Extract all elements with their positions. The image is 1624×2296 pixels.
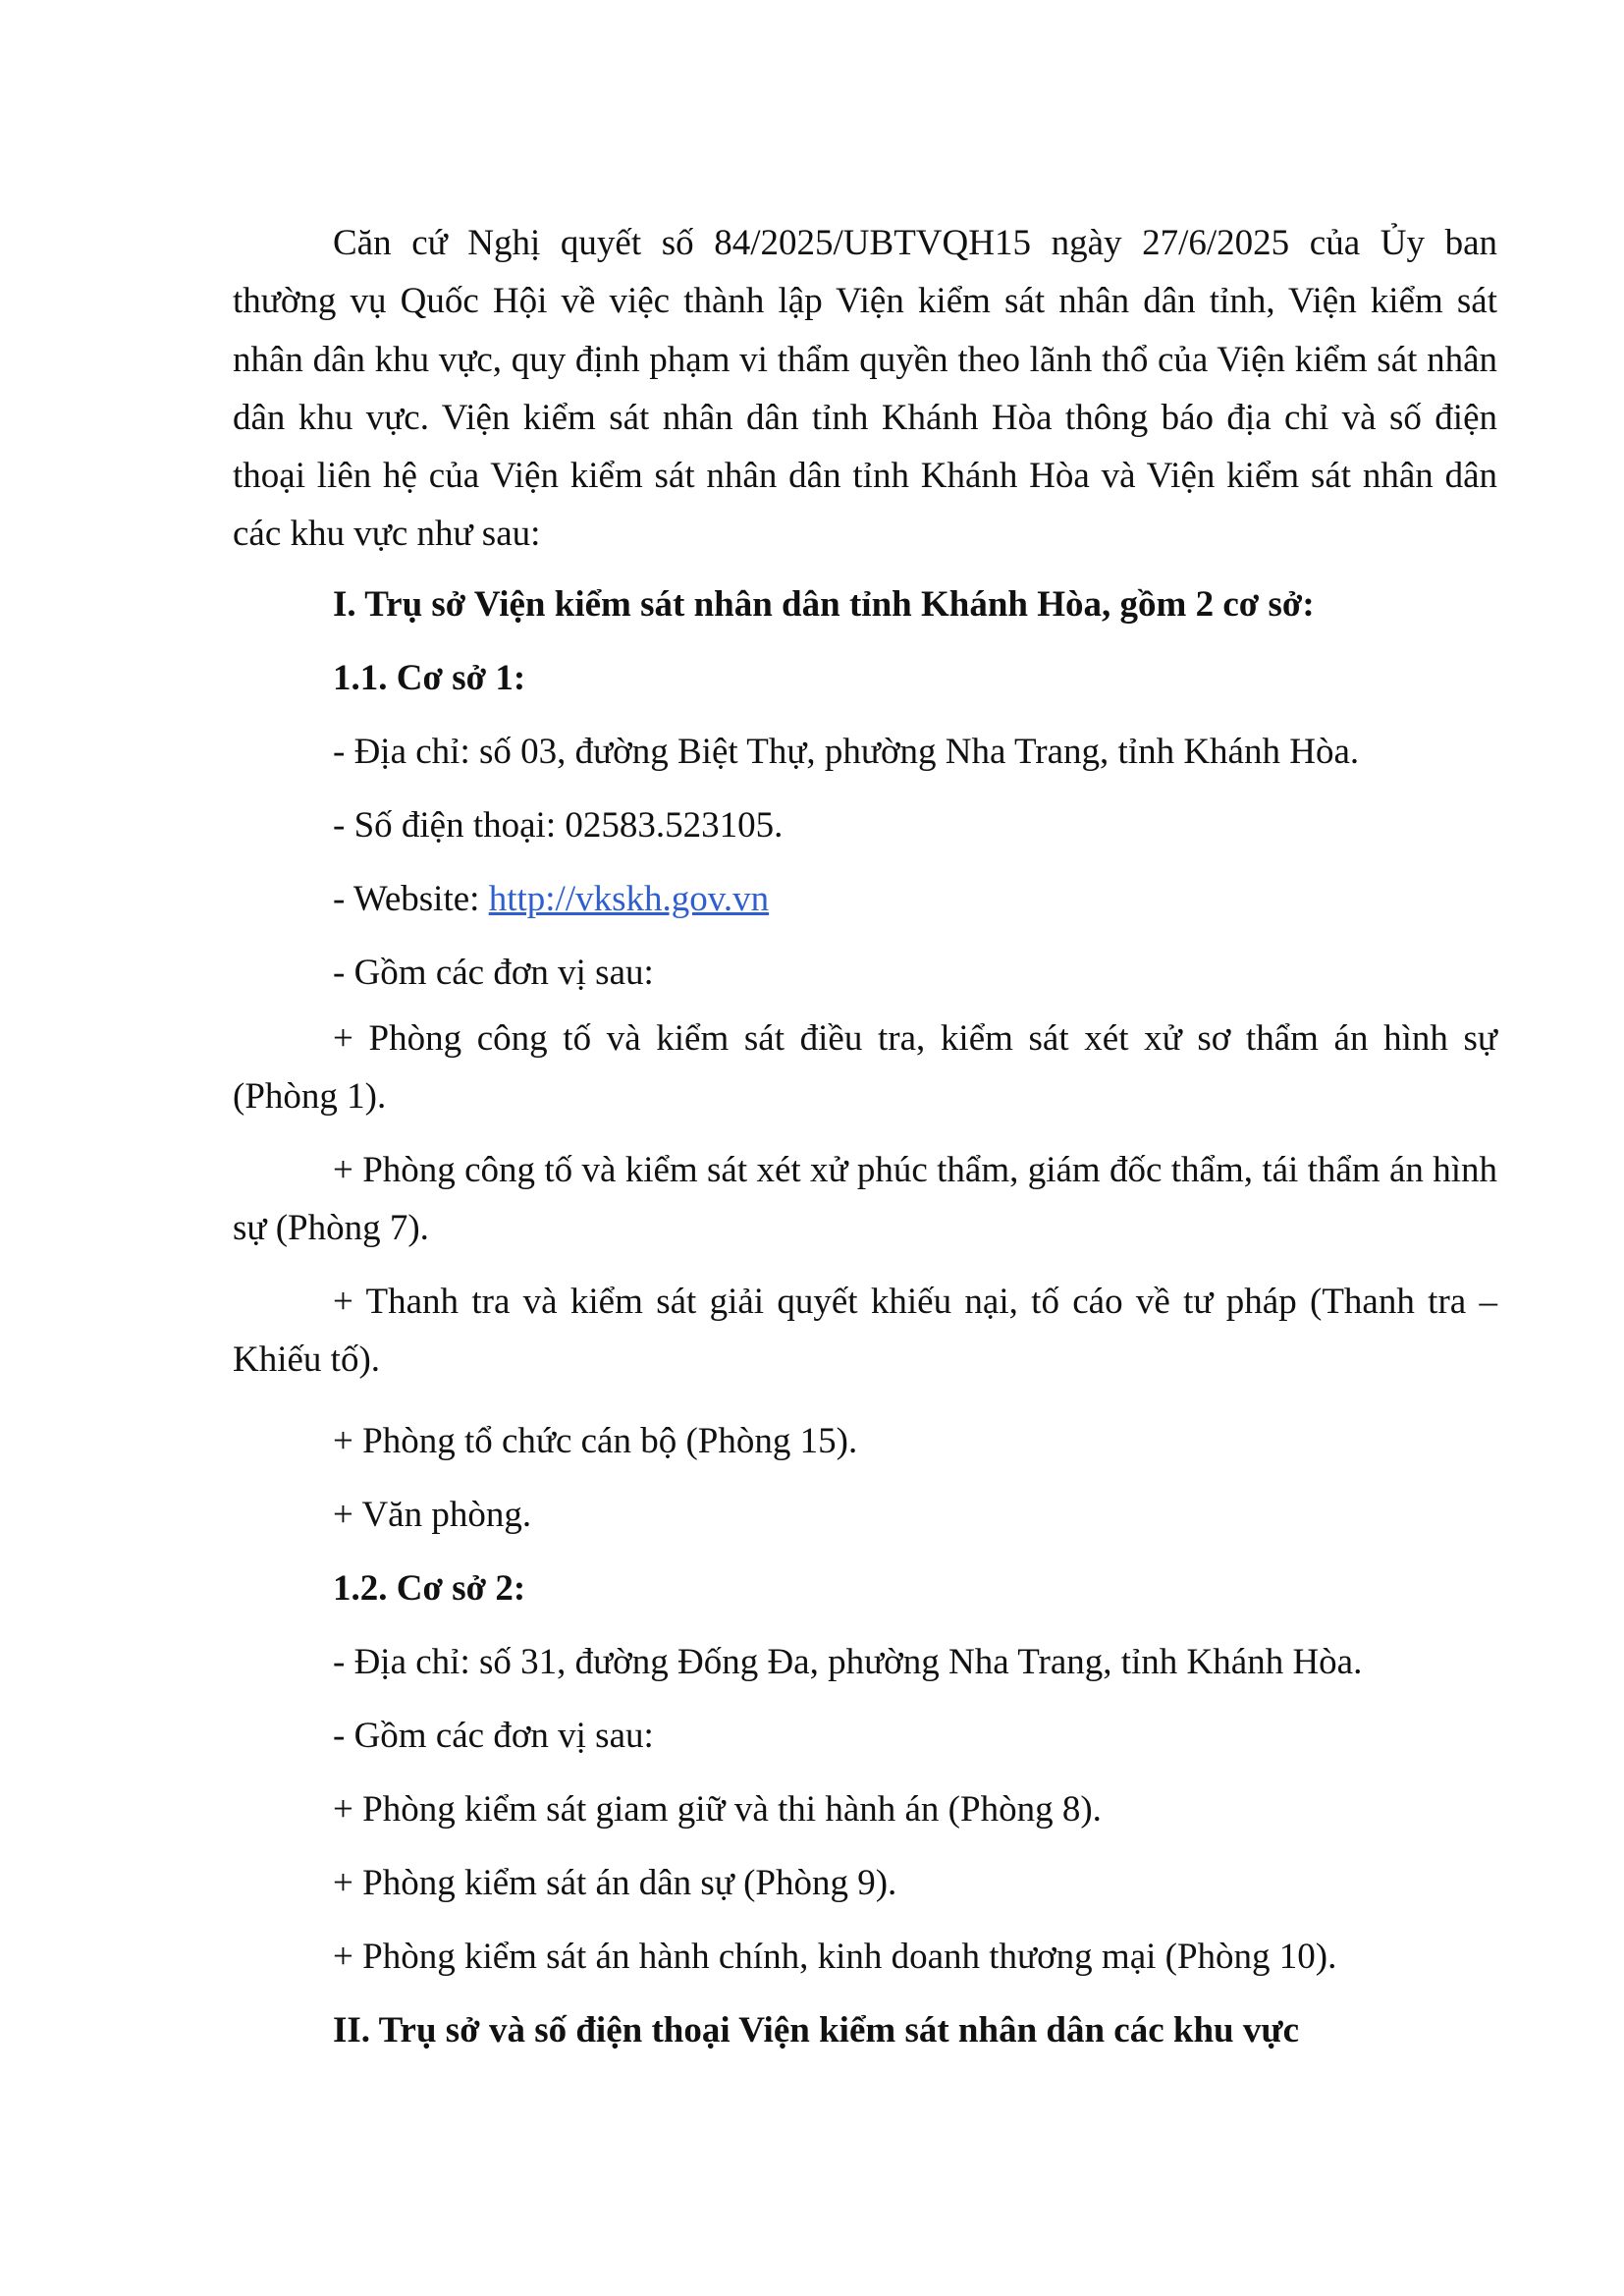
site-1-unit: + Thanh tra và kiểm sát giải quyết khiếu nại, tố cáo về tư pháp (Thanh tra – Khiếu tố).: [233, 1281, 1497, 1381]
section-2-heading: II. Trụ sở và số điện thoại Viện kiểm sát nhân dân các khu vực: [333, 2009, 1300, 2050]
site-1-heading: 1.1. Cơ sở 1:: [333, 657, 526, 698]
site-2-units-label: - Gồm các đơn vị sau:: [333, 1715, 654, 1756]
site-2-heading: 1.2. Cơ sở 2:: [333, 1567, 526, 1609]
site-1-phone: - Số điện thoại: 02583.523105.: [333, 804, 784, 846]
site-2-unit: + Phòng kiểm sát giam giữ và thi hành án (Phòng 8).: [333, 1788, 1102, 1830]
section-1-heading: I. Trụ sở Viện kiểm sát nhân dân tỉnh Khánh Hòa, gồm 2 cơ sở:: [333, 583, 1315, 625]
site-1-unit: + Văn phòng.: [333, 1494, 532, 1535]
website-label: - Website:: [333, 878, 489, 919]
site-1-address: - Địa chỉ: số 03, đường Biệt Thự, phường Nha Trang, tỉnh Khánh Hòa.: [333, 731, 1360, 772]
site-1-units-label: - Gồm các đơn vị sau:: [333, 952, 654, 993]
website-link[interactable]: http://vkskh.gov.vn: [488, 878, 770, 919]
site-1-unit: + Phòng công tố và kiểm sát xét xử phúc thẩm, giám đốc thẩm, tái thẩm án hình sự (Phòng 7).: [233, 1149, 1497, 1249]
site-1-website: [233, 862, 1497, 936]
document-body: [233, 214, 1497, 2067]
site-1-unit: + Phòng công tố và kiểm sát điều tra, kiểm sát xét xử sơ thẩm án hình sự (Phòng 1).: [233, 1017, 1497, 1118]
site-1-unit: + Phòng tổ chức cán bộ (Phòng 15).: [333, 1420, 858, 1461]
site-2-unit: + Phòng kiểm sát án hành chính, kinh doanh thương mại (Phòng 10).: [333, 1936, 1337, 1977]
site-2-address: - Địa chỉ: số 31, đường Đống Đa, phường Nha Trang, tỉnh Khánh Hòa.: [333, 1641, 1363, 1682]
site-2-unit: + Phòng kiểm sát án dân sự (Phòng 9).: [333, 1862, 897, 1903]
intro-paragraph: Căn cứ Nghị quyết số 84/2025/UBTVQH15 ngày 27/6/2025 của Ủy ban thường vụ Quốc Hội về việc thành lập Viện kiểm sát nhân dân tỉnh, Viện kiểm sát nhân dân khu vực, quy định phạm vi thẩm quyền theo lãnh thổ của Viện kiểm sát nhân dân khu vực. Viện kiểm sát nhân dân tỉnh Khánh Hòa thông báo địa chỉ và số điện thoại liên hệ của Viện kiểm sát nhân dân tỉnh Khánh Hòa và Viện kiểm sát nhân dân các khu vực như sau:: [233, 223, 1497, 555]
